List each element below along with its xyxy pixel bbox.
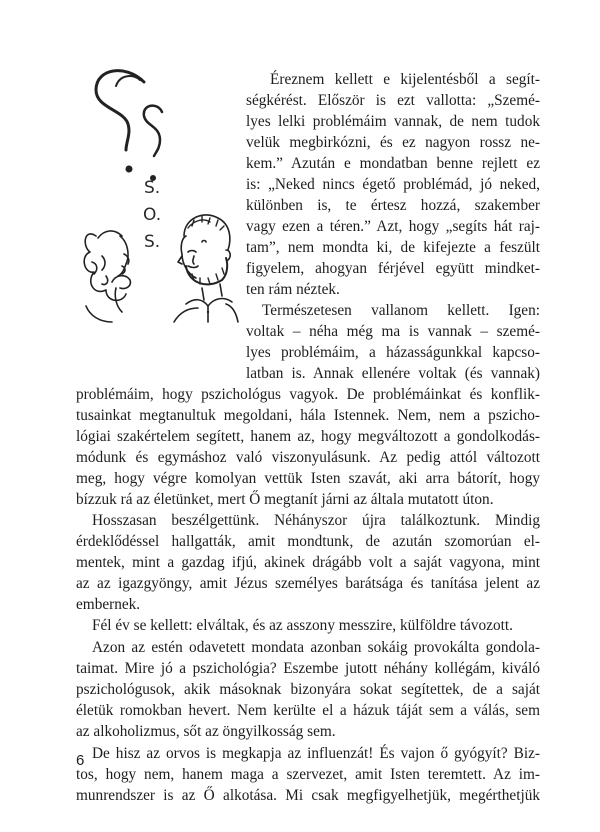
text-line-2: ségkérést. Először is ezt vallotta: „Szemé- — [246, 92, 540, 109]
text-line-11: ten rám néztek. — [246, 281, 340, 298]
text-line-33: De hisz az orvos is megkapja az influenzát! És vajon ő gyógyít? Biz- — [92, 745, 540, 762]
text-line-3: lyes lelki problémáim vannak, de nem tudok — [246, 113, 540, 130]
text-line-34: tos, hogy nem, hanem maga a szervezet, amit Isten teremtett. Az im- — [76, 766, 540, 783]
text-line-20: meg, hogy végre komolyan vettük Isten szavát, aki arra bátorít, hogy — [76, 470, 540, 487]
text-line-30: pszichológusok, akik másoknak bizonyára sokat segítettek, de a saját — [76, 681, 540, 698]
text-line-27: Fél év se kellett: elváltak, és az asszony messzire, külföldre távozott. — [92, 617, 513, 634]
text-line-21: bízzuk rá az életünket, mert Ő megtanít járni az általa mutatott úton. — [76, 491, 494, 508]
sos-letter-s2: S. — [144, 232, 161, 252]
text-line-28: Azon az estén odavetett mondata azonban sokáig provokálta gondola- — [92, 639, 540, 656]
text-line-10: figyelem, ahogyan férjével együtt mindket- — [246, 260, 540, 277]
text-line-9: tam”, nem mondta ki, de kifejezte a feszült — [246, 239, 540, 256]
text-line-7: különben is, te értesz hozzá, szakember — [246, 197, 540, 214]
text-line-19: módunk és egymáshoz való viszonyulásunk. Az pedig attól változott — [76, 449, 540, 466]
text-line-5: kem.” Azután e mondatban benne rejlett ez — [246, 155, 540, 172]
page-number: 6 — [76, 752, 85, 769]
text-line-16: problémáim, hogy pszichológus vagyok. De problémáinkat és konflik- — [76, 386, 540, 403]
text-line-8: vagy ezen a téren.” Azt, hogy „segíts hát raj- — [246, 218, 540, 235]
text-line-18: lógiai szakértelem segített, hanem az, hogy megváltozott a gondolkodás- — [76, 428, 540, 445]
text-line-14: lyes problémáim, a házasságunkkal kapcso- — [246, 344, 540, 361]
text-line-13: voltak – néha még ma is vannak – szemé- — [246, 323, 540, 340]
sos-letter-s1: S. — [144, 178, 161, 198]
text-line-17: tusainkat megtanultuk megoldani, hála Istennek. Nem, nem a pszicho- — [76, 407, 540, 424]
text-line-29: taimat. Mire jó a pszichológia? Eszembe jutott néhány kollégám, kiváló — [76, 660, 540, 677]
text-line-23: érdeklődéssel hallgatták, amit mondtunk, de azután szomorúan el- — [76, 533, 540, 550]
text-line-22: Hosszasan beszélgettünk. Néhányszor újra találkoztunk. Mindig — [92, 512, 540, 529]
text-line-1: Éreznem kellett e kijelentésből a segít- — [270, 71, 540, 88]
text-line-6: is: „Neked nincs égető problémád, jó neked, — [246, 176, 540, 193]
text-line-25: az az igazgyöngy, amit Jézus személyes barátsága és tanítása jelent az — [76, 575, 540, 592]
text-line-12: Természetesen vallanom kellett. Igen: — [262, 302, 540, 319]
text-line-24: mentek, mint a gazdag ifjú, akinek drágább volt a saját vagyona, mint — [76, 554, 540, 571]
sos-letter-o: O. — [143, 205, 162, 225]
text-line-4: velük megbirkózni, és ez nagyon rossz ne- — [246, 134, 540, 151]
question-mark-small-icon — [144, 106, 162, 156]
sos-couple-illustration — [76, 60, 266, 330]
text-line-15: latban is. Annak ellenére voltak (és vannak) — [246, 365, 540, 382]
question-mark-large-icon — [96, 71, 144, 150]
woman-figure — [84, 231, 130, 322]
text-line-35: munrendszer is az Ő alkotása. Mi csak megfigyelhetjük, megérthetjük — [76, 787, 540, 804]
text-line-32: az alkoholizmus, sőt az öngyilkosság sem. — [76, 723, 336, 740]
text-line-26: embernek. — [76, 596, 141, 613]
text-line-31: életük romokban hevert. Nem kerülte el a házuk táját sem a válás, sem — [76, 702, 540, 719]
man-figure — [174, 215, 238, 322]
